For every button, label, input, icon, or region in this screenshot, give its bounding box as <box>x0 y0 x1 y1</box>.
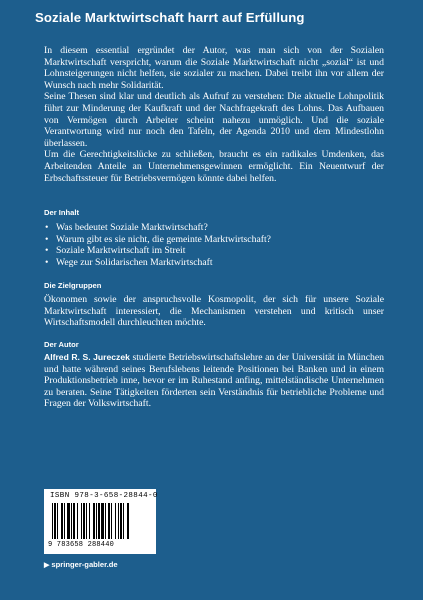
barcode-icon <box>52 503 150 539</box>
autor-heading: Der Autor <box>44 340 79 349</box>
list-item: • Warum gibt es sie nicht, die gemeinte Marktwirtschaft? <box>45 233 271 245</box>
bullet-icon: • <box>45 245 49 257</box>
barcode-digits: 9 783658 288440 <box>48 541 115 549</box>
author-name: Alfred R. S. Jureczek <box>44 352 130 362</box>
zielgruppen-heading: Die Zielgruppen <box>44 281 102 290</box>
autor-section <box>44 352 384 410</box>
intro-paragraph-3: Um die Gerechtigkeitslücke zu schließen, braucht es ein radikales Umdenken, das Arbeitenden Anteile an Unternehmensgewinnen ermöglicht. Ein Neuentwurf der Erbschaftssteuer für Betriebsvermögen könnte dabei helfen. <box>44 149 384 184</box>
isbn-barcode <box>44 489 156 554</box>
zielgruppen-section <box>44 294 384 329</box>
list-item: • Soziale Marktwirtschaft im Streit <box>45 245 186 257</box>
inhalt-heading: Der Inhalt <box>44 208 80 217</box>
inhalt-list <box>44 222 384 268</box>
list-item: • Wege zur Solidarischen Marktwirtschaft <box>45 256 213 268</box>
intro-paragraph-1: In diesem essential ergründet der Autor, was man sich von der Sozialen Marktwirtschaft verspricht, warum die Soziale Marktwirtschaft nicht „sozial“ ist und Lohnsteigerungen nicht helfen, sie sozialer zu machen. Dabei treibt ihn vor allem der Wunsch nach mehr Solidarität. <box>44 45 384 91</box>
bullet-icon: • <box>45 233 49 245</box>
intro-paragraph-2: Seine Thesen sind klar und deutlich als Aufruf zu verstehen: Die aktuelle Lohnpolitik führt zur Minderung der Kaufkraft und der Nachfragekraft des Lohns. Das Aufbauen von Vermögen durch Arbeiter scheint nahezu unmöglich. Und die soziale Verantwortung wird nur noch den Tafeln, der Agenda 2010 und dem Mindestlohn überlassen. <box>44 91 384 149</box>
author-bio: studierte Betriebswirtschaftslehre an der Universität in München und hatte während seines Berufslebens leitende Positionen bei Banken und in einem Produktionsbetrieb inne, bevor er im Ruhestand anfing, mittelständische Unternehmen zu beraten. Seine Tätigkeiten förderten sein Verständnis für betriebliche Probleme und Fragen der Volkswirtschaft. <box>44 352 384 410</box>
arrow-right-icon: ▶ <box>44 562 50 569</box>
bullet-icon: • <box>45 222 49 233</box>
publisher-website[interactable] <box>44 560 118 569</box>
isbn-number: ISBN 978-3-658-28844-0 <box>50 492 158 500</box>
intro-section <box>44 45 384 184</box>
autor-text <box>44 352 384 410</box>
website-url: springer-gabler.de <box>51 560 118 569</box>
cover-title: Soziale Marktwirtschaft harrt auf Erfüllung <box>35 10 305 25</box>
list-item: • Was bedeutet Soziale Marktwirtschaft? <box>45 222 208 233</box>
bullet-icon: • <box>45 256 49 268</box>
zielgruppen-text: Ökonomen sowie der anspruchsvolle Kosmopolit, der sich für unsere Soziale Marktwirtschaft interessiert, die Mechanismen verstehen und kritisch unser Wirtschaftsmodell durchleuchten möchte. <box>44 294 384 329</box>
